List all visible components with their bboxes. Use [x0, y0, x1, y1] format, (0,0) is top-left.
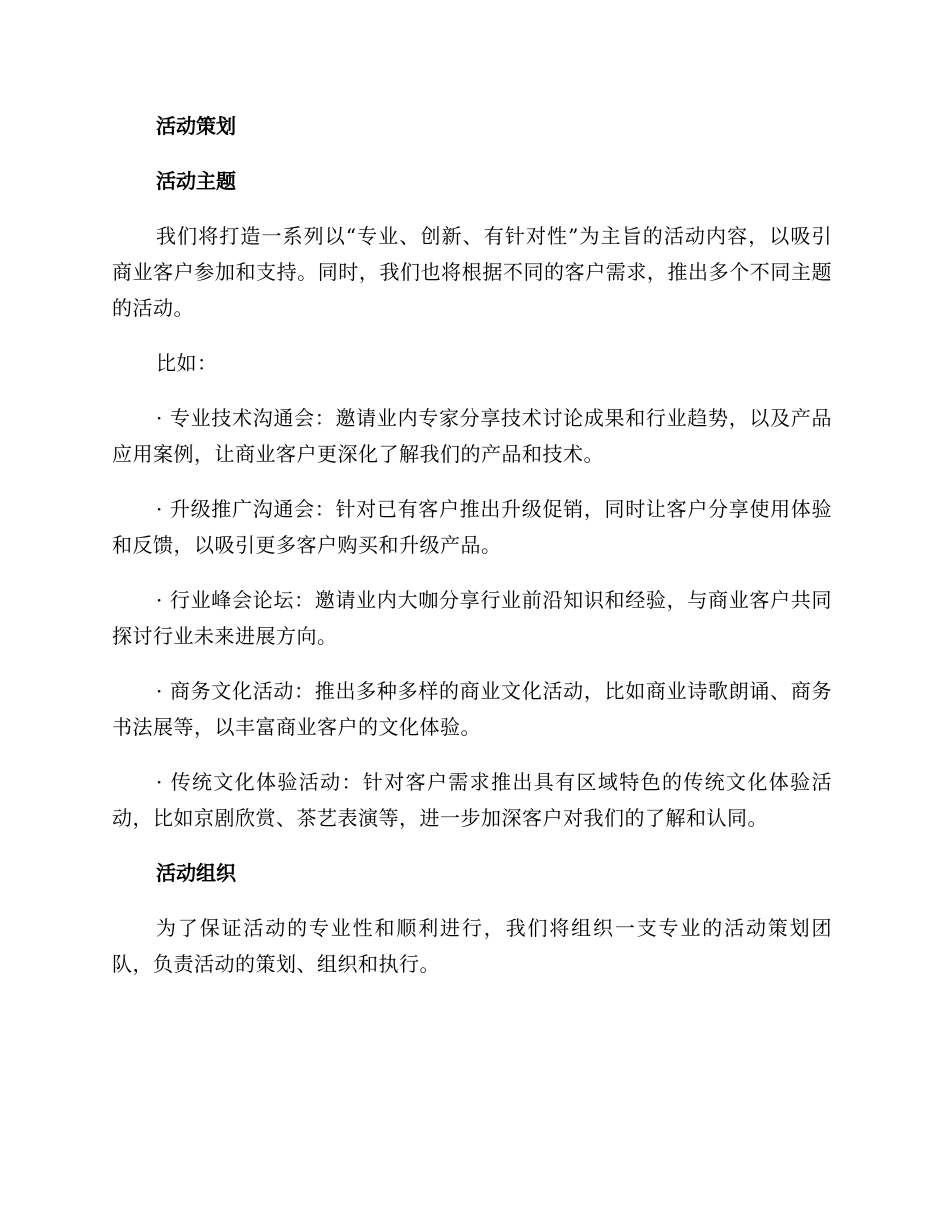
- document-body: [112, 108, 832, 982]
- intro-paragraph: 我们将打造一系列以“专业、创新、有针对性”为主旨的活动内容，以吸引商业客户参加和支持。同时，我们也将根据不同的客户需求，推出多个不同主题的活动。: [112, 224, 832, 320]
- list-item-traditional-culture: · 传统文化体验活动：针对客户需求推出具有区域特色的传统文化体验活动，比如京剧欣赏、茶艺表演等，进一步加深客户对我们的了解和认同。: [112, 770, 832, 830]
- document-title: 活动策划: [156, 114, 236, 138]
- list-item-upgrade-meeting: · 升级推广沟通会：针对已有客户推出升级促销，同时让客户分享使用体验和反馈，以吸引更多客户购买和升级产品。: [112, 497, 832, 557]
- list-item-industry-forum: · 行业峰会论坛：邀请业内大咖分享行业前沿知识和经验，与商业客户共同探讨行业未来进展方向。: [112, 588, 832, 648]
- section-heading-organization: 活动组织: [156, 861, 236, 885]
- section-heading-theme: 活动主题: [156, 169, 236, 193]
- organization-paragraph: 为了保证活动的专业性和顺利进行，我们将组织一支专业的活动策划团队，负责活动的策划、组织和执行。: [112, 916, 832, 976]
- list-item-business-culture: · 商务文化活动：推出多种多样的商业文化活动，比如商业诗歌朗诵、商务书法展等，以丰富商业客户的文化体验。: [112, 679, 832, 739]
- list-item-tech-meeting: · 专业技术沟通会：邀请业内专家分享技术讨论成果和行业趋势，以及产品应用案例，让商业客户更深化了解我们的产品和技术。: [112, 406, 832, 466]
- example-label: 比如：: [156, 351, 218, 375]
